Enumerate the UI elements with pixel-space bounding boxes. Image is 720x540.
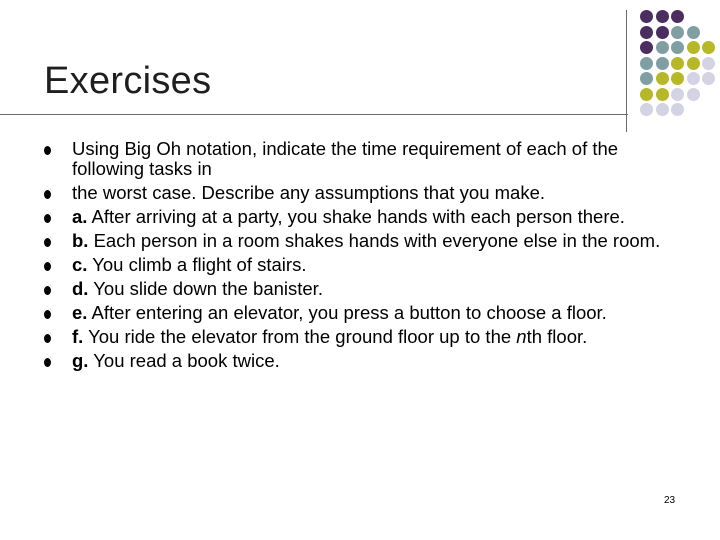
decorative-dot-icon — [640, 72, 653, 85]
bullet-dot-icon — [44, 334, 51, 343]
decorative-dot-icon — [687, 57, 700, 70]
bullet-text — [72, 230, 660, 251]
decorative-dot-icon — [687, 26, 700, 39]
decorative-dot-icon — [687, 72, 700, 85]
bullet-italic-variable: n — [516, 326, 527, 347]
bullet-prefix: e. — [72, 302, 88, 323]
decorative-dot-icon — [640, 26, 653, 39]
bullet-prefix: d. — [72, 278, 89, 299]
decorative-dot-icon — [702, 72, 715, 85]
bullet-prefix: g. — [72, 350, 89, 371]
decorative-dot-icon — [687, 41, 700, 54]
bullet-item — [44, 255, 694, 275]
decorative-dot-icon — [671, 103, 684, 116]
bullet-item — [44, 207, 694, 227]
bullet-prefix: c. — [72, 254, 88, 275]
bullet-item — [44, 351, 694, 371]
bullet-text — [72, 254, 306, 275]
bullet-body: You climb a flight of stairs. — [87, 254, 307, 275]
decorative-dot-icon — [640, 57, 653, 70]
decorative-dot-icon — [671, 41, 684, 54]
bullet-text — [72, 278, 323, 299]
bullet-text — [72, 182, 545, 203]
bullet-dot-icon — [44, 238, 51, 247]
decorative-dot-icon — [702, 57, 715, 70]
decorative-dot-icon — [656, 103, 669, 116]
bullet-suffix: th floor. — [526, 326, 588, 347]
bullet-prefix: f. — [72, 326, 84, 347]
decorative-dot-icon — [671, 57, 684, 70]
bullet-prefix: a. — [72, 206, 88, 227]
decorative-dot-icon — [671, 26, 684, 39]
bullet-item — [44, 139, 694, 179]
bullet-body: You read a book twice. — [88, 350, 280, 371]
bullet-text — [72, 206, 625, 227]
bullet-body: the worst case. Describe any assumptions that you make. — [72, 182, 545, 203]
bullet-dot-icon — [44, 190, 51, 199]
bullet-dot-icon — [44, 310, 51, 319]
bullet-text — [72, 138, 618, 179]
decorative-dot-icon — [640, 41, 653, 54]
decorative-dot-icon — [702, 41, 715, 54]
decorative-dot-icon — [671, 88, 684, 101]
bullet-dot-icon — [44, 358, 51, 367]
bullet-text — [72, 350, 280, 371]
bullet-body: After entering an elevator, you press a button to choose a floor. — [87, 302, 607, 323]
bullet-item — [44, 279, 694, 299]
bullet-dot-icon — [44, 146, 51, 155]
decorative-dot-icon — [656, 10, 669, 23]
decorative-dot-icon — [640, 88, 653, 101]
bullet-item — [44, 327, 694, 347]
decorative-dot-icon — [656, 41, 669, 54]
bullet-text — [72, 302, 607, 323]
bullet-body: You slide down the banister. — [88, 278, 323, 299]
slide-title: Exercises — [44, 60, 212, 102]
bullet-dot-icon — [44, 214, 51, 223]
decorative-dot-icon — [640, 10, 653, 23]
decorative-dot-icon — [656, 88, 669, 101]
decorative-dot-icon — [640, 103, 653, 116]
bullet-item — [44, 183, 694, 203]
bullet-text — [72, 326, 587, 347]
bullet-dot-icon — [44, 286, 51, 295]
decorative-dot-icon — [687, 88, 700, 101]
decorative-dot-icon — [656, 72, 669, 85]
bullet-body: You ride the elevator from the ground floor up to the — [83, 326, 517, 347]
decorative-dot-icon — [671, 72, 684, 85]
page-number: 23 — [664, 495, 676, 506]
bullet-body: Using Big Oh notation, indicate the time requirement of each of the following tasks in — [72, 138, 619, 179]
bullet-dot-icon — [44, 262, 51, 271]
bullet-item — [44, 303, 694, 323]
bullet-prefix: b. — [72, 230, 89, 251]
decorative-dot-icon — [671, 10, 684, 23]
bullet-body: After arriving at a party, you shake hands with each person there. — [87, 206, 625, 227]
decorative-dot-icon — [656, 57, 669, 70]
bullet-list — [44, 139, 694, 375]
bullet-item — [44, 231, 694, 251]
bullet-body: Each person in a room shakes hands with everyone else in the room. — [88, 230, 661, 251]
title-divider — [0, 114, 628, 115]
decorative-dot-icon — [656, 26, 669, 39]
